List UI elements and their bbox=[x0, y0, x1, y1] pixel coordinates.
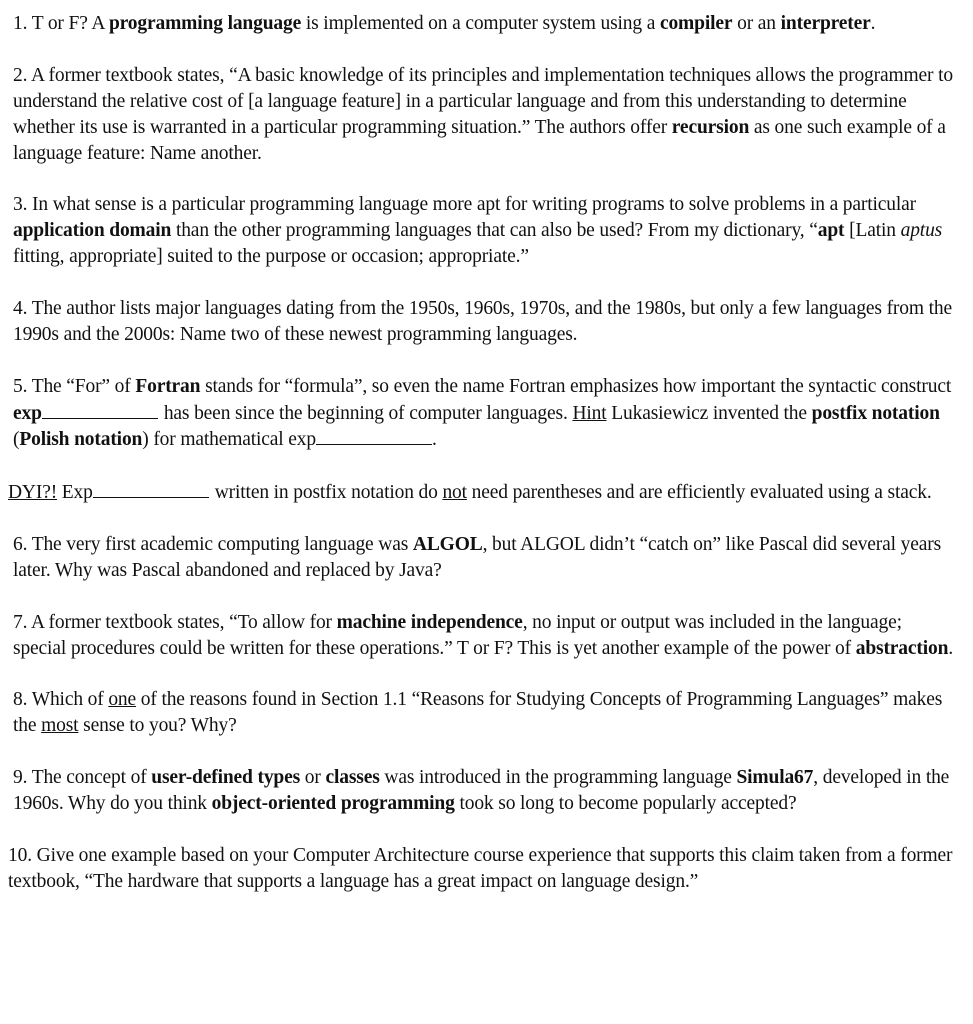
text-run: 8. Which of bbox=[13, 689, 109, 711]
question-1 bbox=[8, 0, 958, 37]
text-run: . bbox=[432, 429, 437, 451]
worksheet-document bbox=[8, 0, 958, 895]
text-run: or an bbox=[732, 13, 781, 34]
text-run: 6. The very first academic computing language was bbox=[13, 534, 413, 556]
answer-blank[interactable] bbox=[316, 426, 432, 445]
bold-term: abstraction bbox=[855, 637, 949, 659]
text-run: 4. The author lists major languages dating from the 1950s, 1960s, 1970s, and the 1980s, but only a few languages from the 1990s and the 2000s: Name two of these newest programming languages. bbox=[13, 297, 952, 345]
italic-term: aptus bbox=[900, 220, 943, 242]
text-run: ) for mathematical exp bbox=[142, 429, 316, 451]
text-run: sense to you? Why? bbox=[78, 715, 237, 737]
question-9 bbox=[8, 765, 958, 817]
text-run: written in postfix notation do bbox=[214, 482, 443, 504]
question-6 bbox=[8, 532, 958, 584]
text-run: stands for “formula”, so even the name Fortran emphasizes how important the syntactic construct bbox=[200, 375, 952, 397]
text-run: Lukasiewicz invented the bbox=[606, 402, 812, 424]
bold-term: Fortran bbox=[135, 375, 201, 397]
bold-term: exp bbox=[13, 402, 42, 424]
bold-term: object-oriented programming bbox=[211, 793, 455, 815]
text-run: 5. The “For” of bbox=[13, 375, 136, 397]
text-run: need parentheses and are efficiently evaluated using a stack. bbox=[466, 482, 932, 504]
text-run: 1. T or F? A bbox=[13, 13, 109, 34]
text-run: 10. Give one example based on your Computer Architecture course experience that supports this claim taken from a former textbook, “The hardware that supports a language has a great impact on language design.” bbox=[8, 844, 953, 892]
bold-term: postfix notation bbox=[811, 402, 940, 424]
bold-term: classes bbox=[325, 767, 380, 789]
text-run: 9. The concept of bbox=[13, 767, 152, 789]
text-run: Exp bbox=[57, 482, 93, 504]
text-run: took so long to become popularly accepted? bbox=[454, 793, 797, 815]
text-run: ( bbox=[13, 429, 20, 451]
text-run: , but ALGOL didn’t “catch on” like Pascal did several years later. Why was Pascal abandoned and replaced by Java? bbox=[13, 534, 942, 581]
bold-term: programming language bbox=[108, 13, 302, 34]
question-2 bbox=[8, 63, 958, 167]
text-run: , developed in the 1960s. Why do you think bbox=[13, 767, 950, 815]
bold-term: Polish notation bbox=[19, 429, 143, 451]
underlined-term: Hint bbox=[572, 402, 607, 424]
text-run: , no input or output was included in the language; special procedures could be written for these operations.” T or F? This is yet another example of the power of bbox=[13, 611, 902, 659]
underlined-term: most bbox=[41, 715, 79, 737]
underlined-term: one bbox=[108, 689, 137, 711]
text-run: fitting, appropriate] suited to the purpose or occasion; appropriate.” bbox=[13, 246, 529, 268]
question-8 bbox=[8, 687, 958, 739]
text-run: is implemented on a computer system using a bbox=[301, 13, 660, 34]
text-run: [Latin bbox=[844, 220, 901, 242]
text-run: 7. A former textbook states, “To allow for bbox=[13, 611, 337, 633]
text-run: was introduced in the programming language bbox=[379, 767, 737, 789]
question-5-followup bbox=[8, 479, 958, 506]
bold-term: application domain bbox=[13, 220, 172, 242]
bold-term: machine independence bbox=[336, 611, 523, 633]
question-10 bbox=[8, 843, 958, 895]
text-run: has been since the beginning of computer languages. bbox=[163, 402, 573, 424]
answer-blank[interactable] bbox=[93, 479, 209, 498]
text-run: 2. A former textbook states, “A basic knowledge of its principles and implementation techniques allows the programmer to understand the relative cost of [a language feature] in a particular language and from this understanding to determine whether its use is warranted in a particular programming situation.” The authors offer bbox=[13, 64, 953, 138]
bold-term: ALGOL bbox=[412, 534, 483, 556]
question-3 bbox=[8, 192, 958, 270]
underlined-term: DYI?! bbox=[8, 482, 58, 504]
text-run: . bbox=[948, 637, 954, 659]
answer-blank[interactable] bbox=[42, 400, 158, 419]
text-run: as one such example of a language feature: Name another. bbox=[13, 116, 946, 164]
bold-term: interpreter bbox=[780, 13, 871, 34]
text-run: 3. In what sense is a particular programming language more apt for writing programs to solve problems in a particular bbox=[13, 194, 917, 216]
text-run: . bbox=[870, 13, 876, 34]
bold-term: compiler bbox=[659, 13, 733, 34]
bold-term: apt bbox=[817, 220, 845, 242]
bold-term: recursion bbox=[671, 116, 750, 138]
text-run: of the reasons found in Section 1.1 “Reasons for Studying Concepts of Programming Languages” makes the bbox=[13, 689, 943, 737]
underlined-term: not bbox=[442, 482, 467, 504]
question-4 bbox=[8, 296, 958, 348]
question-5 bbox=[8, 374, 958, 454]
question-7 bbox=[8, 610, 958, 662]
text-run: or bbox=[300, 767, 326, 789]
text-run: than the other programming languages that can also be used? From my dictionary, “ bbox=[171, 220, 818, 242]
bold-term: user-defined types bbox=[151, 767, 301, 789]
bold-term: Simula67 bbox=[736, 767, 814, 789]
